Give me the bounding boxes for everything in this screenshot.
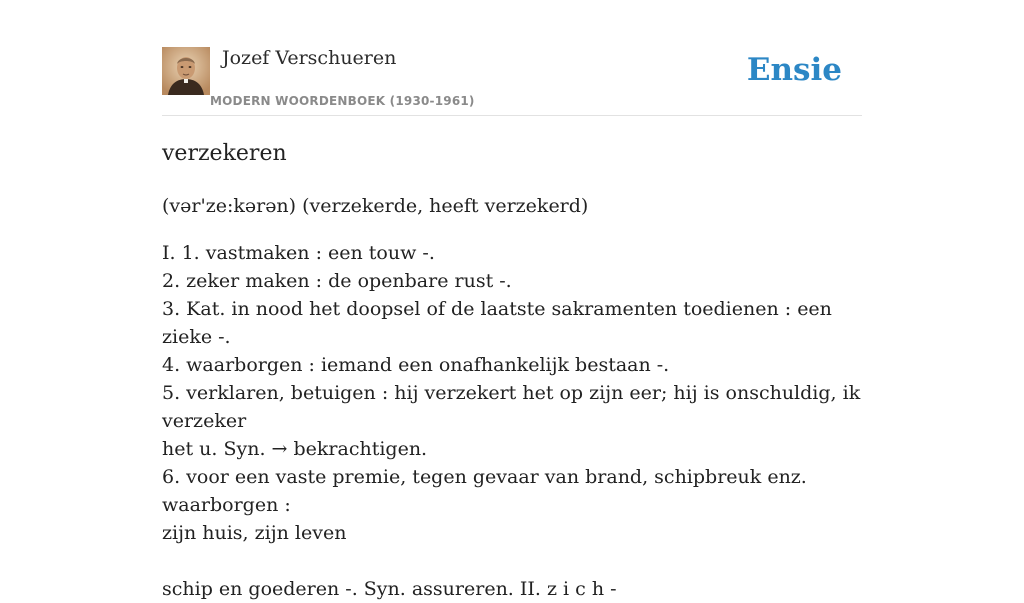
definition-line: het u. Syn. → bekrachtigen. xyxy=(162,438,428,460)
author-avatar[interactable] xyxy=(162,47,210,95)
definition-line: 6. voor een vaste premie, tegen gevaar van brand, schipbreuk enz. waarborgen : xyxy=(162,466,807,516)
entry-card xyxy=(162,0,862,600)
headword: verzekeren xyxy=(162,141,287,166)
definition-body xyxy=(162,239,862,603)
definition-line: 3. Kat. in nood het doopsel of de laatste sakramenten toedienen : een zieke -. xyxy=(162,298,832,348)
definition-line: schip en goederen -. Syn. assureren. II. z i c h - xyxy=(162,578,617,600)
definition-line: I. 1. vastmaken : een touw -. xyxy=(162,242,435,264)
definition-line: 5. verklaren, betuigen : hij verzekert het op zijn eer; hij is onschuldig, ik verzeker xyxy=(162,382,861,432)
ensie-logo[interactable]: Ensie xyxy=(746,52,842,88)
paragraph-gap xyxy=(162,547,862,575)
pronunciation: (vər'ze:kərən) (verzekerde, heeft verzekerd) xyxy=(162,195,589,217)
definition-line: 4. waarborgen : iemand een onafhankelijk bestaan -. xyxy=(162,354,670,376)
author-name[interactable]: Jozef Verschueren xyxy=(222,47,397,69)
definition-line: 2. zeker maken : de openbare rust -. xyxy=(162,270,512,292)
author-portrait-icon xyxy=(162,47,210,95)
definition-line: zijn huis, zijn leven xyxy=(162,522,347,544)
divider xyxy=(162,115,862,116)
dictionary-source[interactable]: MODERN WOORDENBOEK (1930-1961) xyxy=(210,94,475,108)
